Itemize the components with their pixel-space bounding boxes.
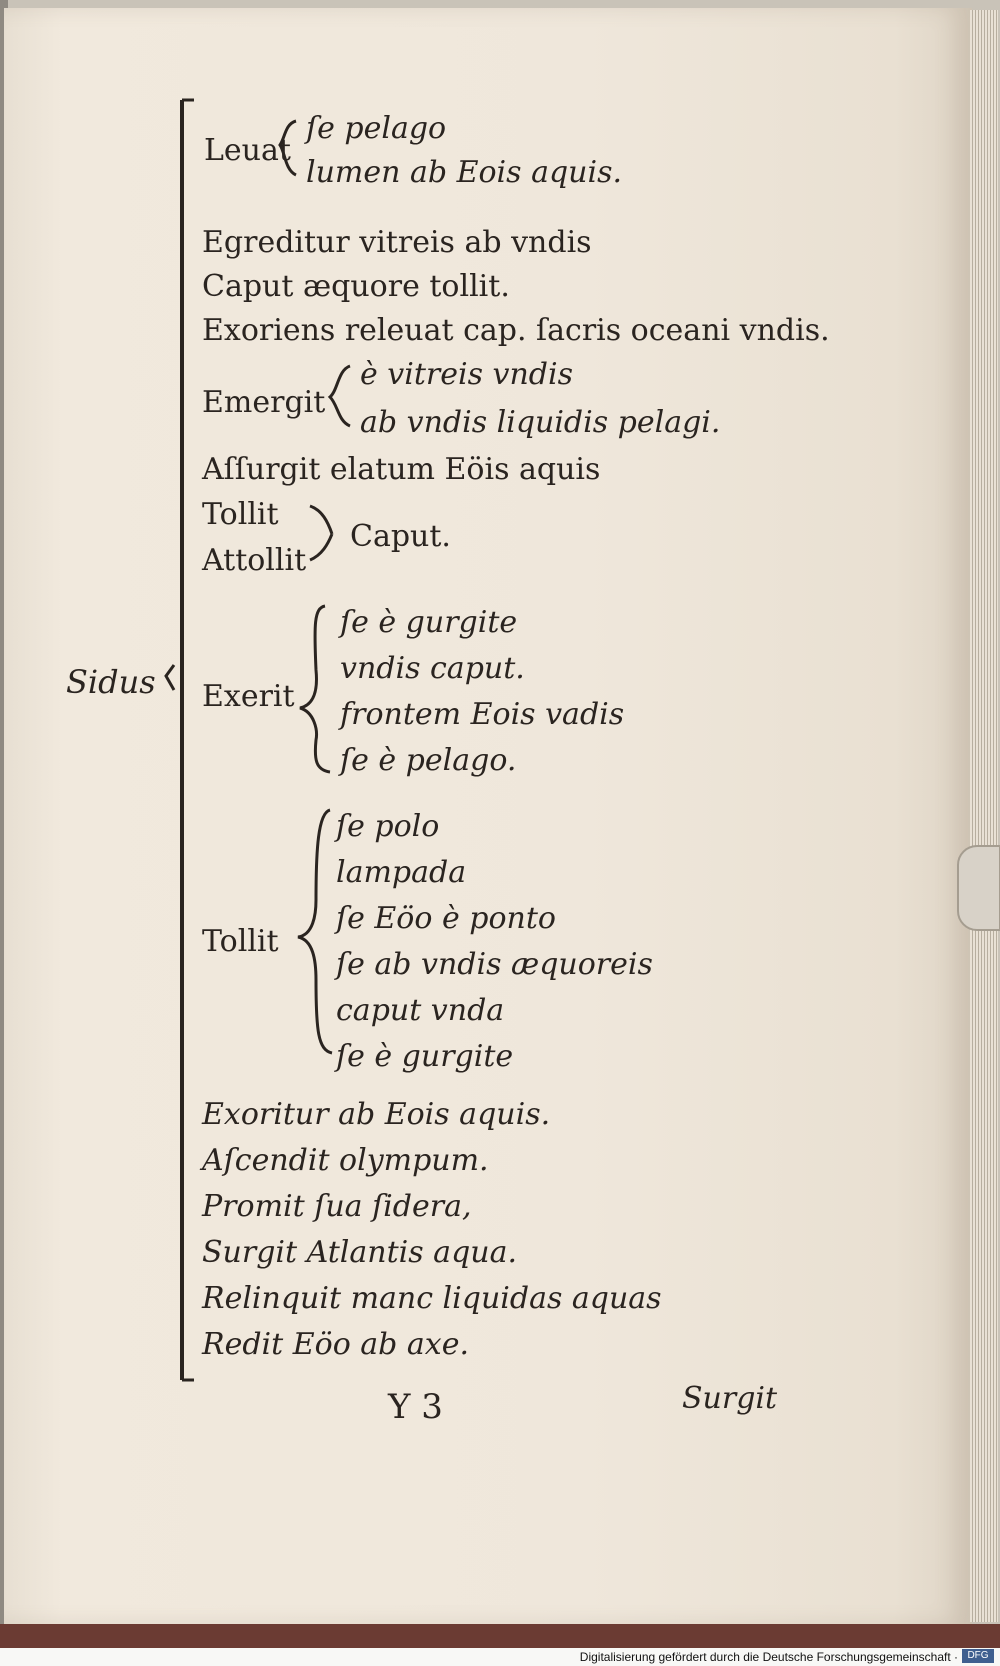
entry-egreditur: Egreditur vitreis ab vndis [202,225,592,260]
entry-vndis-caput: vndis caput. [340,651,525,686]
entry-assurgit: Aſſurgit elatum Eöis aquis [202,452,601,487]
entry-liquidis: ab vndis liquidis pelagi. [360,405,721,440]
entry-se-polo: ſe polo [336,809,440,844]
entry-caput-aequore: Caput æquore tollit. [202,269,510,304]
entry-tollit-2: Tollit [202,924,279,959]
entry-redit: Redit Eöo ab axe. [202,1327,470,1362]
entry-se-gurgite-1: ſe è gurgite [340,605,518,640]
entry-se-gurgite-2: ſe è gurgite [336,1039,514,1074]
root-term: Sidus [66,663,156,701]
entry-exerit: Exerit [202,679,295,714]
entry-frontem: frontem Eois vadis [340,697,625,732]
entry-se-pelago-2: ſe è pelago. [340,743,517,778]
entry-caput: Caput. [350,519,451,554]
entry-eoo-ponto: ſe Eöo è ponto [336,901,556,936]
entry-vitreis: è vitreis vndis [360,357,573,392]
footer-credit-text: Digitalisierung gefördert durch die Deutsche Forschungsgemeinschaft · [579,1650,958,1664]
entry-emergit: Emergit [202,385,326,420]
entry-surgit: Surgit Atlantis aqua. [202,1235,518,1270]
entry-lampada: lampada [336,855,467,890]
entry-tollit-1: Tollit [202,497,279,532]
dfg-logo: DFG [962,1649,994,1663]
entry-exoriens: Exoriens releuat cap. ſacris oceani vndis. [202,313,830,348]
entry-relinquit: Relinquit manc liquidas aquas [202,1281,662,1316]
entry-leuat: Leuat [204,133,291,168]
entry-ascendit: Aſcendit olympum. [202,1143,489,1178]
entry-lumen: lumen ab Eois aquis. [306,155,623,190]
entry-caput-vnda: caput vnda [336,993,505,1028]
entry-exoritur: Exoritur ab Eois aquis. [202,1097,551,1132]
entry-se-pelago: ſe pelago [306,111,447,146]
entry-promit: Promit ſua ſidera, [202,1189,472,1224]
catchword: Surgit [682,1381,778,1416]
entry-aequoreis: ſe ab vndis æquoreis [336,947,653,982]
entry-attollit: Attollit [202,543,307,578]
signature-mark: Y 3 [388,1387,443,1427]
